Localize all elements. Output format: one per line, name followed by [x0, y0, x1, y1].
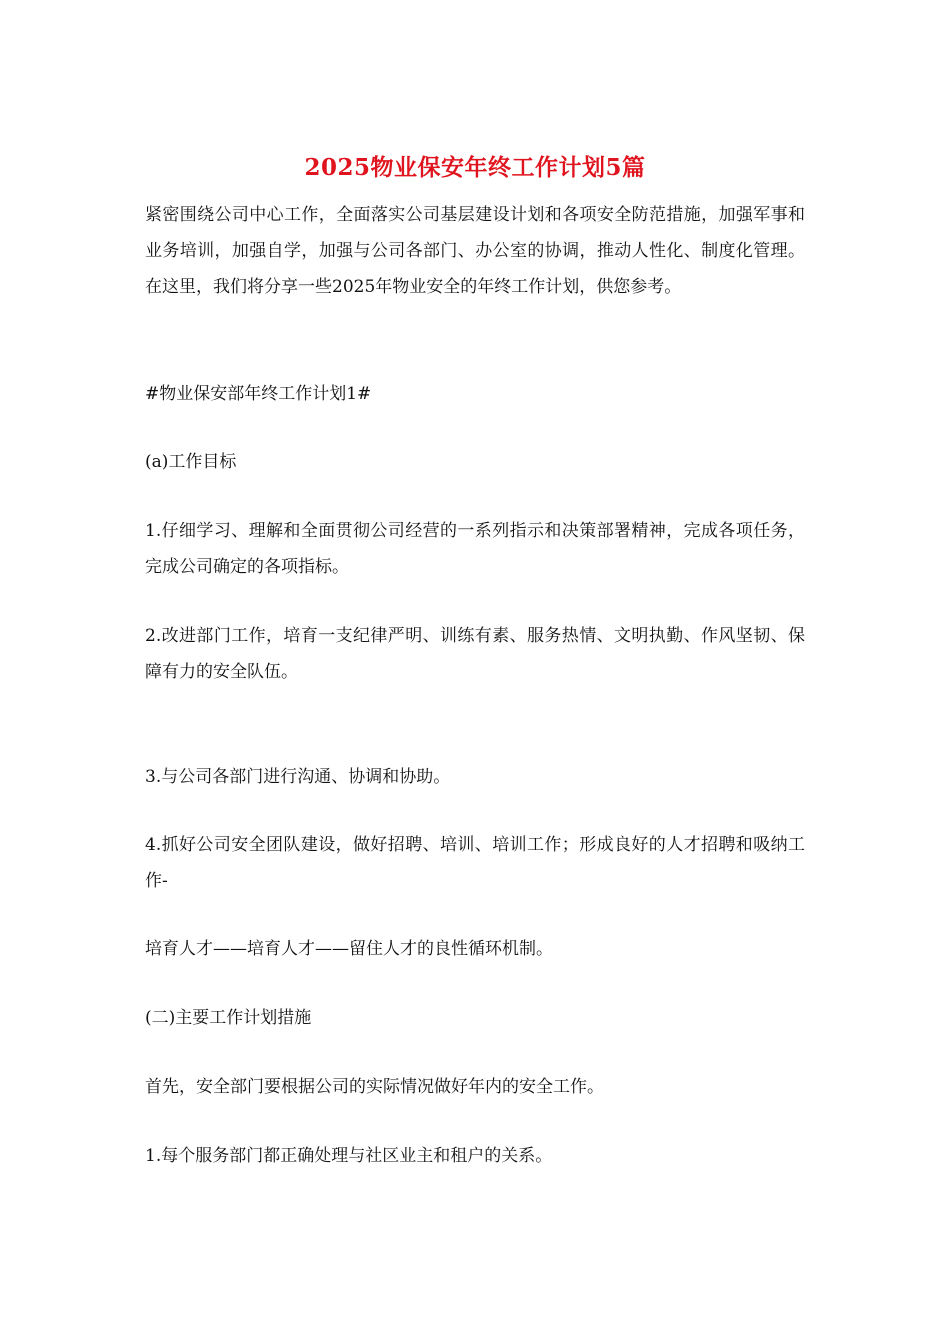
subheading-work-goals: (a)工作目标: [145, 452, 237, 472]
goal-item-4-continued: 培育人才——培育人才——留住人才的良性循环机制。: [145, 939, 553, 959]
goal-item-4: 4.抓好公司安全团队建设，做好招聘、培训、培训工作；形成良好的人才招聘和吸纳工作-: [145, 835, 805, 891]
goal-item-3: 3.与公司各部门进行沟通、协调和协助。: [145, 767, 451, 787]
measures-intro: 首先，安全部门要根据公司的实际情况做好年内的安全工作。: [145, 1077, 604, 1097]
measure-item-1: 1.每个服务部门都正确处理与社区业主和租户的关系。: [145, 1146, 553, 1166]
goal-item-2: 2.改进部门工作，培育一支纪律严明、训练有素、服务热情、文明执勤、作风坚韧、保障有力的安全队伍。: [145, 626, 805, 682]
section-heading-plan-1: #物业保安部年终工作计划1#: [145, 384, 372, 404]
subheading-main-measures: (二)主要工作计划措施: [145, 1008, 312, 1028]
intro-paragraph: 紧密围绕公司中心工作，全面落实公司基层建设计划和各项安全防范措施，加强军事和业务培训，加强自学，加强与公司各部门、办公室的协调，推动人性化、制度化管理。在这里，我们将分享一些2025年物业安全的年终工作计划，供您参考。: [145, 205, 805, 297]
document-title: 2025物业保安年终工作计划5篇: [304, 154, 646, 181]
goal-item-1: 1.仔细学习、理解和全面贯彻公司经营的一系列指示和决策部署精神，完成各项任务，完成公司确定的各项指标。: [145, 521, 805, 577]
